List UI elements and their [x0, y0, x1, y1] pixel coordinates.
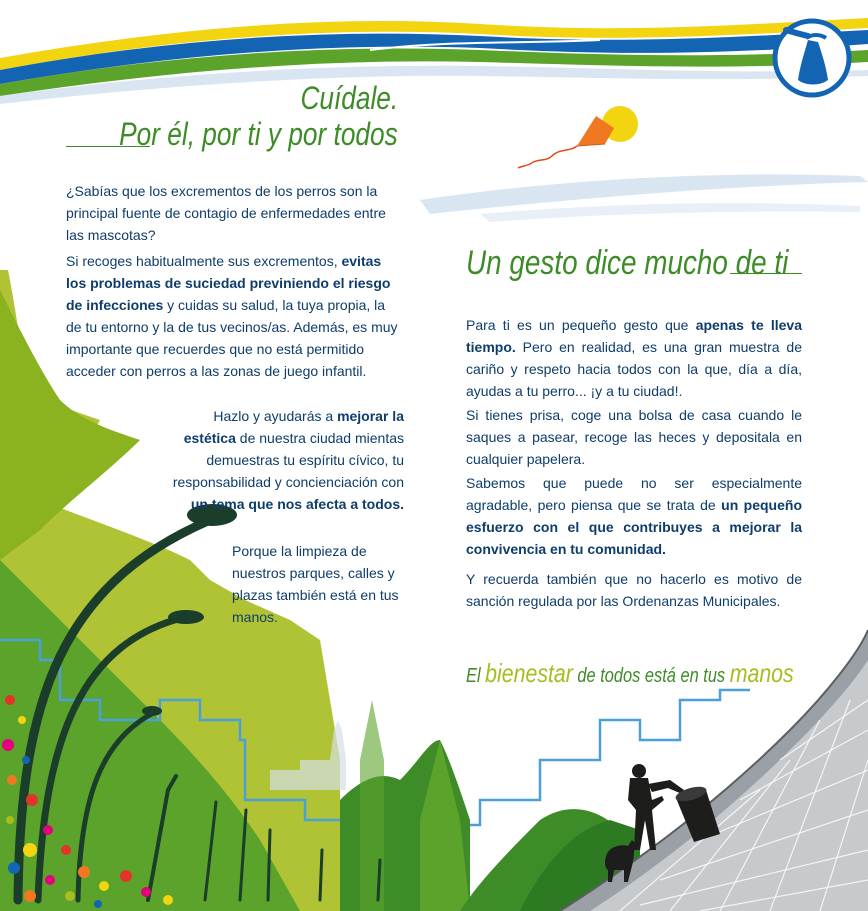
slogan-word-manos: manos	[729, 658, 794, 688]
left-p3-bold-2: un tema que nos afecta a todos.	[190, 496, 404, 512]
right-paragraph-3	[466, 472, 802, 560]
right-title-underline	[730, 273, 802, 274]
right-title: Un gesto dice mucho de ti	[466, 244, 789, 282]
right-p1-text-a: Para ti es un pequeño gesto que	[466, 317, 696, 333]
left-p3-text-a: Hazlo y ayudarás a	[213, 408, 338, 424]
slogan-word-bienestar: bienestar	[485, 658, 573, 688]
bottom-hills	[340, 700, 640, 911]
top-waves	[0, 0, 868, 104]
left-title-line2: Por él, por ti y por todos	[119, 116, 398, 152]
left-paragraph-1: ¿Sabías que los excrementos de los perros son la principal fuente de contagio de enfermedades entre las mascotas?	[66, 183, 386, 243]
right-p1-text-c: Pero en realidad, es una gran muestra de cariño y respeto hacia todos con la que, día a día, ayudas a tu perro... ¡y a tu ciudad!.	[466, 339, 802, 399]
right-paragraph-4: Y recuerda también que no hacerlo es motivo de sanción regulada por las Ordenanzas Municipales.	[466, 571, 802, 609]
right-paragraph-2: Si tienes prisa, coge una bolsa de casa cuando le saques a pasear, recoge las heces y depositala en cualquier papelera.	[466, 407, 802, 467]
left-paragraph-2	[66, 250, 404, 382]
left-paragraph-3	[158, 405, 404, 515]
dog-waste-bag-logo-icon	[775, 21, 849, 95]
right-p3-bold: un pequeño esfuerzo con el que contribuyes a mejorar la convivencia en tu comunidad.	[466, 497, 802, 557]
left-title-line1: Cuídale.	[300, 80, 398, 116]
left-p2-text-c: y cuidas su salud, la tuya propia, la de tu entorno y la de tus vecinos/as. Además, es muy importante que recuerdes que no está permitido acceder con perros a las zonas de juego infantil.	[66, 297, 398, 379]
kite-icon	[518, 116, 614, 168]
left-p3-bold-1: mejorar la estética	[183, 408, 404, 446]
left-p2-text-a: Si recoges habitualmente sus excrementos,	[66, 253, 342, 269]
right-paragraph-1	[466, 314, 802, 402]
right-p3-text-a: Sabemos que puede no ser especialmente agradable, pero piensa que se trata de	[466, 475, 802, 513]
right-p1-bold: apenas te lleva tiempo.	[466, 317, 802, 355]
left-p2-bold: evitas los problemas de suciedad previniendo el riesgo de infecciones	[66, 253, 391, 313]
left-paragraph-4: Porque la limpieza de nuestros parques, calles y plazas también está en tus manos.	[232, 543, 399, 625]
slogan-words-middle: de todos está en tus	[577, 665, 726, 687]
slogan	[466, 658, 794, 689]
sky-swoosh	[480, 203, 860, 222]
left-p3-text-c: de nuestra ciudad mientas demuestras tu espíritu cívico, tu responsabilidad y concienciación con	[172, 430, 404, 490]
slogan-word-el: El	[466, 665, 481, 687]
